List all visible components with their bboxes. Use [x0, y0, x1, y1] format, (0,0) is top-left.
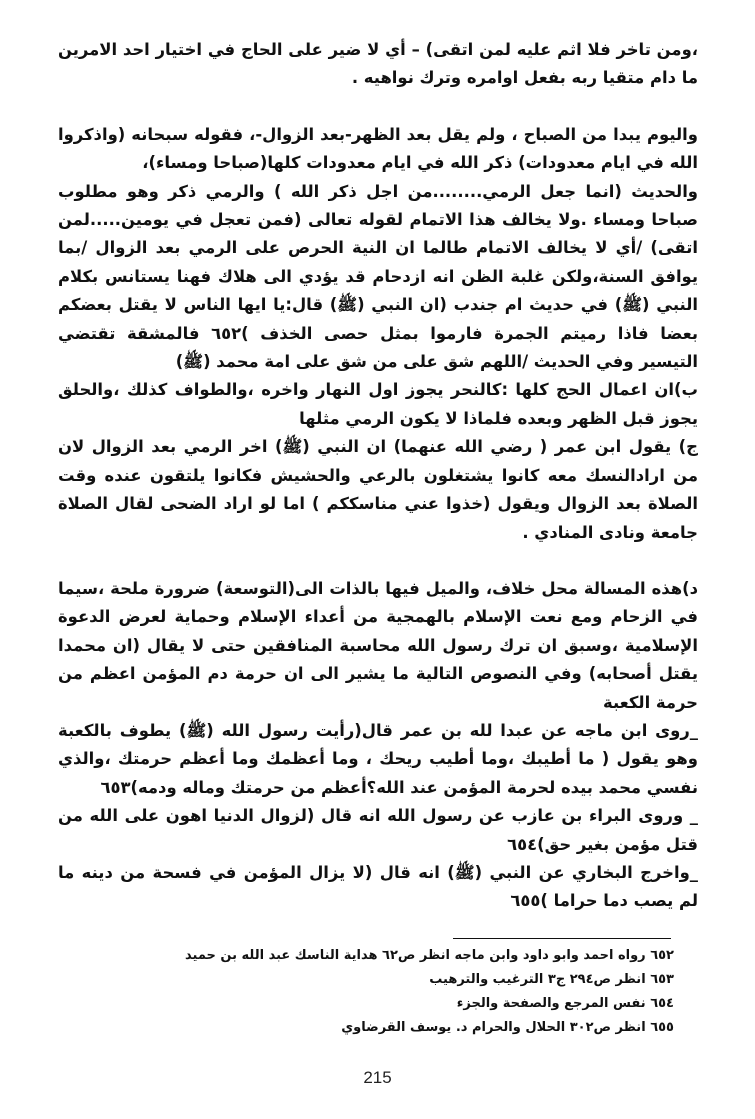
footnote-divider — [453, 938, 671, 939]
paragraph-bukhari: _واخرج البخاري عن النبي (ﷺ) انه قال (لا يزال المؤمن في فسحة من دينه ما لم يصب دما حراما )٦٥٥ — [58, 862, 698, 911]
paragraph-bara: _ وروى البراء بن عازب عن رسول الله انه قال (لزوال الدنيا اهون على الله من قتل مؤمن بغير حق)٦٥٤ — [58, 806, 698, 854]
paragraph-gap — [58, 93, 698, 121]
footnote-655: ٦٥٥ انظر ص٣٠٢ الحلال والحرام د. يوسف القرضاوي — [341, 1020, 674, 1035]
footnote-652: ٦٥٢ رواه احمد وابو داود وابن ماجه انظر ص٦٢ هداية الناسك عبد الله بن حميد — [185, 948, 674, 963]
paragraph-day-start: والیوم يبدا من الصباح ، ولم يقل بعد الظهر-بعد الزوال-، فقوله سبحانه (واذكروا الله في ايام معدودات) ذكر الله في ايام معدودات كلها(صباحا ومساء)، — [58, 124, 698, 173]
paragraph-gap — [58, 547, 698, 575]
footnote-653: ٦٥٣ انظر ص٢٩٤ ج٣ الترغيب والترهيب — [429, 972, 674, 987]
paragraph-verse-explanation: ،ومن تاخر فلا اثم عليه لمن اتقى) – أي لا ضير على الحاج في اختيار احد الامرين ما دام متقيا ربه بفعل اوامره وترك نواهيه . — [58, 40, 698, 88]
main-text — [58, 36, 698, 916]
page-number: 215 — [363, 1068, 392, 1087]
paragraph-point-b: ب)ان اعمال الحج كلها :كالنحر يجوز اول النهار واخره ،والطواف كذلك ،والحلق يجوز قبل الظهر وبعده فلماذا لا يكون الرمي مثلها — [58, 380, 698, 428]
paragraph-point-c: ج) يقول ابن عمر ( رضي الله عنهما) ان النبي (ﷺ) اخر الرمي بعد الزوال لان من ارادالنسك معه كانوا يشتغلون بالرعي والحشيش فكانوا يلتقون عنده وقت الصلاة بعد الزوال ويقول (خذوا عني مناسككم ) اما لو اراد الضحى لقال الصلاة جامعة ونادى المنادي . — [58, 437, 698, 542]
paragraph-ibn-majah: _روى ابن ماجه عن عبدا لله بن عمر قال(رأيت رسول الله (ﷺ) يطوف بالكعبة وهو يقول ( ما أطيبك ،وما أطيب ريحك ، وما أعظمك وما أعظم حرمتك ،والذي نفسي محمد بيده لحرمة المؤمن عند الله؟أعظم من حرمتك وماله ودمه)٦٥٣ — [58, 720, 698, 797]
footnotes — [80, 944, 674, 1040]
footnote-654: ٦٥٤ نفس المرجع والصفحة والجزء — [456, 996, 674, 1011]
paragraph-hadith-ramy: والحديث (انما جعل الرمي........من اجل ذكر الله ) والرمي ذكر وهو مطلوب صباحا ومساء .ولا يخالف هذا الاتمام لقوله تعالى (فمن تعجل في يومين.....لمن اتقى) /أي لا يخالف الاتمام طالما ان النية الحرص على الرمي بعد الزوال /بما يوافق السنة،ولكن غلبة الظن انه ازدحام قد يؤدي الى هلاك فهنا يستانس بكلام النبي (ﷺ) في حديث ام جندب (ان النبي (ﷺ) قال:يا ايها الناس لا يقتل بعضكم بعضا فاذا رميتم الجمرة فارموا بمثل حصى الخذف )٦٥٢ فالمشقة تقتضي التيسير وفي الحديث /اللهم شق على من شق على امة محمد (ﷺ) — [58, 181, 698, 372]
paragraph-point-d: د)هذه المسالة محل خلاف، والميل فيها بالذات الى(التوسعة) ضرورة ملحة ،سيما في الزحام ومع نعت الإسلام بالهمجية من أعداء الإسلام وحماية لعرض الدعوة الإسلامية ،وسبق ان ترك رسول الله محاسبة المنافقين حتى لا يقال (ان محمدا يقتل أصحابه) وفي النصوص التالية ما يشير الى ان حرمة دم المؤمن اعظم من حرمة الكعبة — [58, 578, 698, 712]
